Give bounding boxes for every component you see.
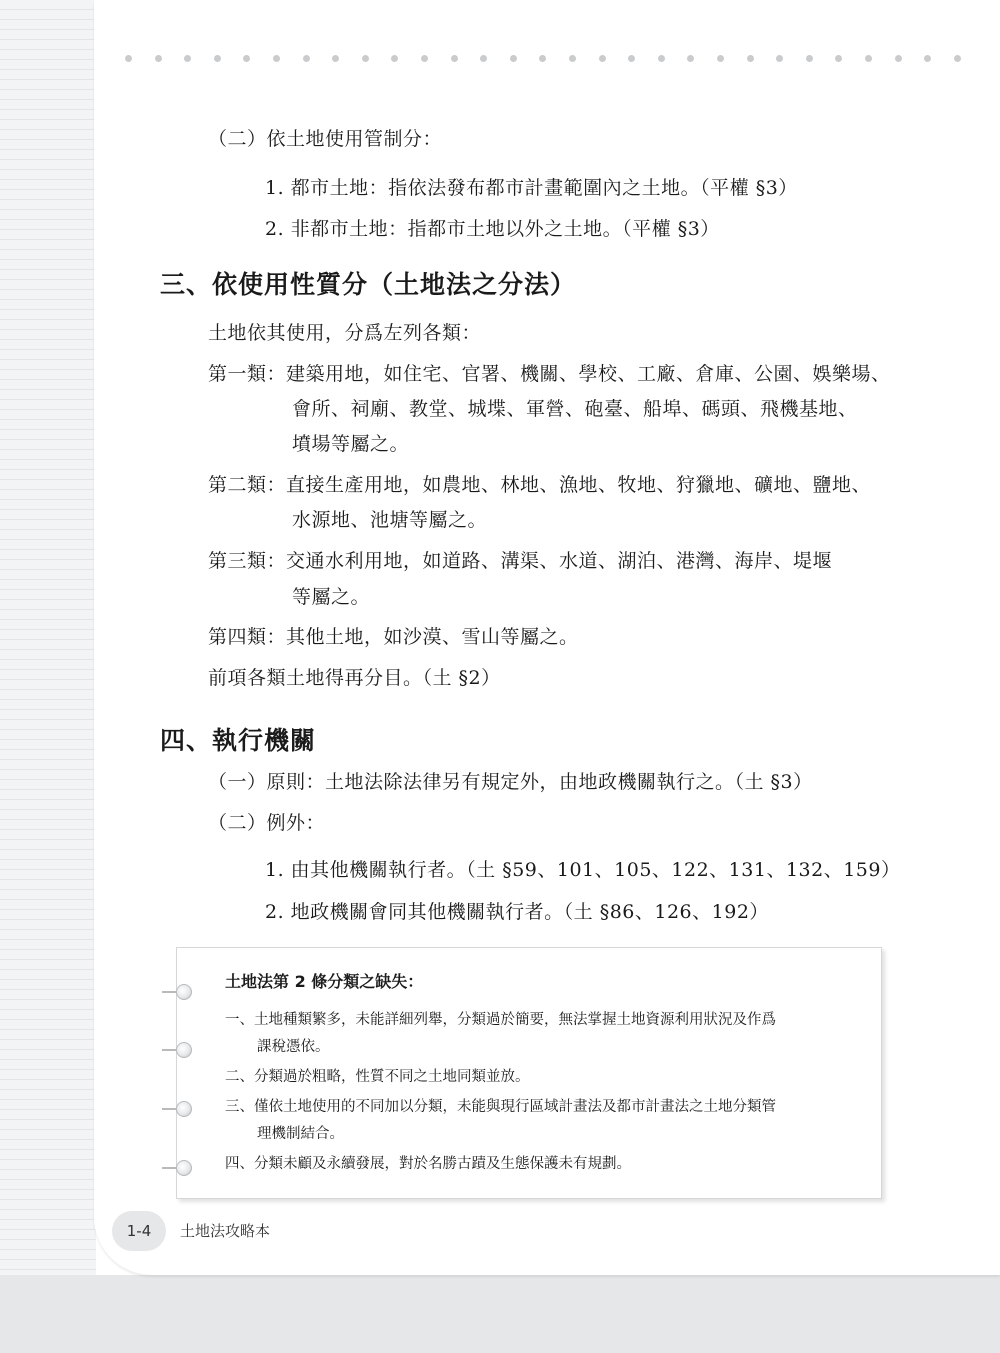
dot (362, 55, 369, 62)
list-item-urban-land: 1. 都市土地：指依法發布都市計畫範圍內之土地。（平權 §3） (265, 177, 798, 199)
principle-line: （一）原則：土地法除法律另有規定外，由地政機關執行之。（土 §3） (208, 771, 813, 793)
note-item-1-line-2: 課稅憑依。 (257, 1039, 330, 1055)
sub-heading-land-use-control: （二）依土地使用管制分： (208, 128, 443, 150)
section-heading-3: 三、依使用性質分（土地法之分法） (160, 270, 577, 299)
category-3-line-1: 第三類：交通水利用地，如道路、溝渠、水道、湖泊、港灣、海岸、堤堰 (208, 550, 833, 572)
dot (717, 55, 724, 62)
page-bottom-edge (0, 1275, 1000, 1353)
section-heading-4: 四、執行機關 (160, 726, 317, 755)
dot (214, 55, 221, 62)
book-title: 土地法攻略本 (180, 1222, 271, 1240)
section3-intro: 土地依其使用，分爲左列各類： (208, 322, 482, 344)
category-2-line-1: 第二類：直接生產用地，如農地、林地、漁地、牧地、狩獵地、礦地、鹽地、 (208, 474, 872, 496)
binder-ring-icon (162, 984, 192, 1000)
category-1-line-1: 第一類：建築用地，如住宅、官署、機關、學校、工廠、倉庫、公園、娛樂場、 (208, 363, 891, 385)
note-box-title: 土地法第 2 條分類之缺失： (225, 972, 424, 991)
dot (687, 55, 694, 62)
left-margin-strip (0, 0, 96, 1353)
category-1-line-2: 會所、祠廟、教堂、城堞、軍營、砲臺、船埠、碼頭、飛機基地、 (292, 398, 858, 420)
note-item-3-line-1: 三、僅依土地使用的不同加以分類，未能與現行區域計畫法及都市計畫法之土地分類管 (225, 1099, 776, 1115)
dot (895, 55, 902, 62)
dot (806, 55, 813, 62)
exception-heading: （二）例外： (208, 812, 326, 834)
category-4: 第四類：其他土地，如沙漠、雪山等屬之。 (208, 626, 579, 648)
dot (303, 55, 310, 62)
dot (243, 55, 250, 62)
dot (776, 55, 783, 62)
binder-ring-icon (162, 1042, 192, 1058)
category-2-line-2: 水源地、池塘等屬之。 (292, 509, 488, 531)
dot (954, 55, 961, 62)
binder-ring-icon (162, 1160, 192, 1176)
note-item-1-line-1: 一、土地種類繁多，未能詳細列舉，分類過於簡要，無法掌握土地資源利用狀況及作爲 (225, 1012, 776, 1028)
dot (184, 55, 191, 62)
list-item-non-urban-land: 2. 非都市土地：指都市土地以外之土地。（平權 §3） (265, 218, 720, 240)
dot (569, 55, 576, 62)
category-3-line-2: 等屬之。 (292, 586, 371, 608)
note-item-4: 四、分類未顧及永續發展，對於名勝古蹟及生態保護未有規劃。 (225, 1156, 631, 1172)
dot (451, 55, 458, 62)
dot (480, 55, 487, 62)
dot (125, 55, 132, 62)
dot (599, 55, 606, 62)
exception-item-2: 2. 地政機關會同其他機關執行者。（土 §86、126、192） (265, 901, 769, 923)
dot (924, 55, 931, 62)
dot (155, 55, 162, 62)
dot (510, 55, 517, 62)
dot (747, 55, 754, 62)
page-number: 1-4 (112, 1211, 166, 1251)
dot (539, 55, 546, 62)
exception-item-1: 1. 由其他機關執行者。（土 §59、101、105、122、131、132、159） (265, 859, 901, 881)
dot (835, 55, 842, 62)
dot (865, 55, 872, 62)
dot (332, 55, 339, 62)
dot (391, 55, 398, 62)
dot (628, 55, 635, 62)
dot (658, 55, 665, 62)
binder-ring-icon (162, 1101, 192, 1117)
note-item-3-line-2: 理機制結合。 (257, 1126, 344, 1142)
dot (421, 55, 428, 62)
dotted-header-rule (125, 55, 975, 65)
dot (273, 55, 280, 62)
category-1-line-3: 墳場等屬之。 (292, 433, 410, 455)
note-item-2: 二、分類過於粗略，性質不同之土地同類並放。 (225, 1069, 530, 1085)
section3-closing: 前項各類土地得再分目。（土 §2） (208, 667, 501, 689)
